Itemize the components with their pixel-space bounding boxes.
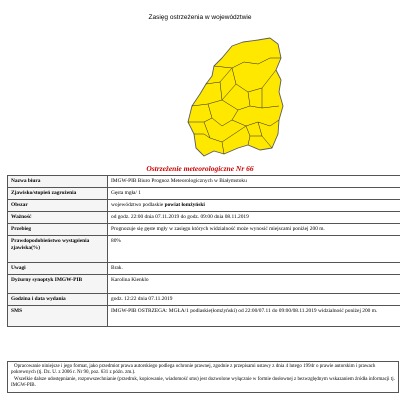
copyright-paragraph: Opracowanie niniejsze i jego format, jako przedmiot prawa autorskiego podlega ochronie prawnej, zgodnie z przepisami ustawy z dnia 4 lutego 1994r o prawie autorskim i prawach pokrewnych (tj. Dz. U. z 2006 r. Nr 90, poz. 631 z późn. zm.). [11, 364, 376, 376]
table-row [8, 212, 400, 224]
table-row [8, 188, 400, 200]
row-label: Przebieg [8, 224, 108, 236]
row-label: SMS [8, 306, 108, 327]
table-row [8, 294, 400, 306]
warning-details-table [7, 175, 400, 327]
region-name: województwo podlaskie [111, 202, 165, 208]
row-value: Karolina Kienklo [108, 275, 400, 294]
row-label: Ważność [8, 212, 108, 224]
row-label: Prawdopodobieństwo wystąpienia zjawiska(%) [8, 236, 108, 263]
row-label: Uwagi [8, 263, 108, 275]
row-value: IMGW-PIB Biuro Prognoz Meteorologicznych w Białymstoku [108, 176, 400, 188]
row-label: Nazwa biura [8, 176, 108, 188]
row-value: Gęsta mgła/ 1 [108, 188, 400, 200]
row-value: IMGW-PIB OSTRZEGA: MGŁA/1 podlaskie(łomżyński) od 22:00/07.11 do 09:00/08.11.2019 widzialność poniżej 200 m. [108, 306, 400, 327]
table-row [8, 275, 400, 294]
table-row [8, 200, 400, 212]
row-value: od godz. 22:00 dnia 07.11.2019 do godz. 09:00 dnia 08.11.2019 [108, 212, 400, 224]
table-row [8, 306, 400, 327]
row-label: Godzina i data wydania [8, 294, 108, 306]
usage-paragraph: Wszelkie dalsze udostępnianie, rozpowszechnianie (przedruk, kopiowanie, wiadomość sms) jest dozwolone wyłącznie w formie dosłownej z bezwzględnym wskazaniem źródła informacji tj. IMGW-PIB. [11, 376, 395, 389]
warning-title: Ostrzeżenie meteorologiczne Nr 66 [146, 164, 254, 173]
row-label: Zjawisko/stopień zagrożenia [8, 188, 108, 200]
page-title: Zasięg ostrzeżenia w województwie [148, 14, 252, 21]
voivodeship-map [0, 22, 400, 172]
copyright-notice [7, 361, 399, 393]
row-value: Brak. [108, 263, 400, 275]
table-row [8, 176, 400, 188]
voivodeship-shape [188, 38, 283, 156]
table-row [8, 263, 400, 275]
table-row [8, 224, 400, 236]
row-label: Dyżurny synoptyk IMGW-PIB [8, 275, 108, 294]
row-value: 80% [108, 236, 400, 263]
table-row [8, 236, 400, 263]
row-value: godz. 12:22 dnia 07.11.2019 [108, 294, 400, 306]
row-value: Prognozuje się gęste mgły w zasięgu których widzialność może wynosić miejscami poniżej 200 m. [108, 224, 400, 236]
county-name: powiat łomżyński [164, 202, 205, 208]
row-label: Obszar [8, 200, 108, 212]
row-value [108, 200, 400, 212]
